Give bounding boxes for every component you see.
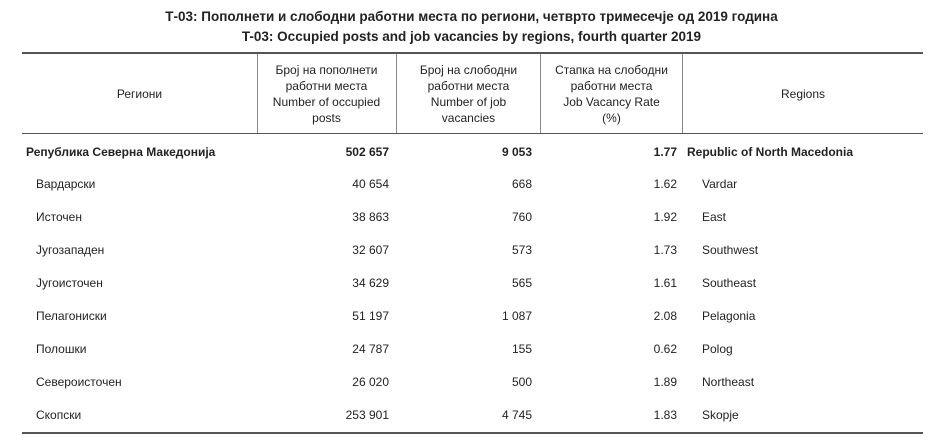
table-row [22,273,923,293]
job-vacancies-value: 4 745 [501,408,532,422]
region-name-mk: Република Северна Македонија [26,145,216,159]
occupied-posts-value: 34 629 [352,276,389,290]
header-rule [22,133,923,134]
vacancy-rate-value: 2.08 [653,309,677,323]
job-vacancies-value: 668 [511,177,532,191]
header-rate [541,54,682,133]
job-vacancies-value: 9 053 [501,145,532,159]
vacancy-rate-value: 1.83 [653,408,677,422]
job-vacancies-value: 1 087 [501,309,532,323]
region-name-mk: Пелагониски [36,309,107,323]
region-name-en: Southeast [702,276,757,290]
region-name-en: East [702,210,727,224]
header-vacancies-line: Број на слободни [419,62,518,77]
header-region-en: Regions [780,86,826,101]
region-name-mk: Југоисточен [36,276,103,290]
header-rate-line: Job Vacancy Rate [563,94,660,109]
job-vacancies-value: 500 [511,375,532,389]
table-row [22,174,923,194]
header-occupied-line: posts [312,110,341,125]
header-vacancies [397,54,540,133]
vacancy-rate-value: 1.92 [653,210,677,224]
header-region-mk: Региони [116,86,163,101]
region-name-en: Vardar [702,177,738,191]
region-name-mk: Североисточен [36,375,122,389]
table-row [22,240,923,260]
job-vacancies-value: 565 [511,276,532,290]
table-row [22,405,923,425]
vacancy-rate-value: 1.61 [653,276,677,290]
occupied-posts-value: 253 901 [345,408,389,422]
table-row-total [22,142,923,162]
region-name-mk: Скопски [36,408,82,422]
region-name-en: Northeast [702,375,755,389]
table-row [22,306,923,326]
occupied-posts-value: 51 197 [352,309,389,323]
header-occupied-line: работни места [285,78,368,93]
region-name-mk: Полошки [36,342,87,356]
vacancy-rate-value: 1.73 [653,243,677,257]
table-row [22,207,923,227]
region-name-en: Skopje [702,408,739,422]
occupied-posts-value: 38 863 [352,210,389,224]
header-occupied-line: Број на пополнети [275,62,378,77]
vacancy-rate-value: 1.89 [653,375,677,389]
occupied-posts-value: 32 607 [352,243,389,257]
header-rate-line: работни места [570,78,653,93]
table-row [22,372,923,392]
header-rate-line: Стапка на слободни [555,62,668,77]
job-vacancies-value: 573 [511,243,532,257]
region-name-en: Republic of North Macedonia [687,145,854,159]
occupied-posts-value: 26 020 [352,375,389,389]
bottom-rule [22,432,923,434]
job-vacancies-value: 155 [511,342,532,356]
table-title-mk: Т-03: Пополнети и слободни работни места по региони, четврто тримесечје од 2019 година [165,9,778,24]
occupied-posts-value: 502 657 [345,145,389,159]
table-title-en: T-03: Occupied posts and job vacancies by regions, fourth quarter 2019 [241,29,702,44]
header-rate-line: (%) [602,110,621,125]
occupied-posts-value: 40 654 [352,177,389,191]
header-occupied [258,54,395,133]
region-name-en: Polog [702,342,733,356]
vacancy-rate-value: 1.77 [653,145,677,159]
region-name-en: Southwest [702,243,759,257]
header-occupied-line: Number of occupied [272,94,381,109]
vacancy-rate-value: 1.62 [653,177,677,191]
region-name-mk: Источен [36,210,82,224]
header-vacancies-line: работни места [427,78,510,93]
region-name-en: Pelagonia [702,309,756,323]
occupied-posts-value: 24 787 [352,342,389,356]
vacancy-rate-value: 0.62 [653,342,677,356]
header-vacancies-line: Number of job [430,94,507,109]
region-name-mk: Вардарски [36,177,96,191]
header-vacancies-line: vacancies [441,110,496,125]
job-vacancies-value: 760 [511,210,532,224]
table-row [22,339,923,359]
region-name-mk: Југозападен [36,243,105,257]
